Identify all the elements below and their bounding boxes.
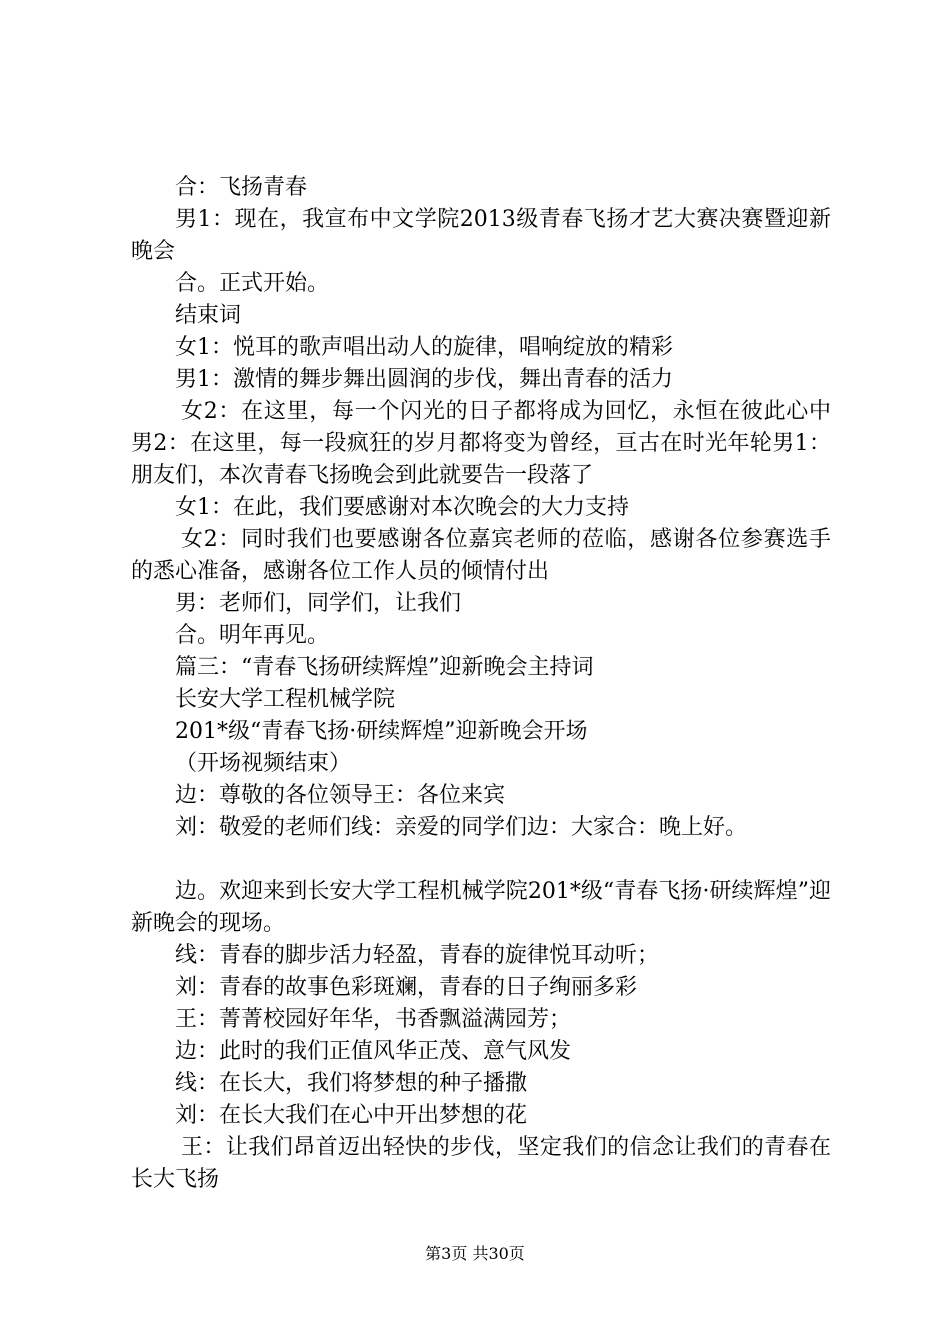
paragraph: （开场视频结束） xyxy=(175,751,352,776)
paragraph: 女1：在此，我们要感谢对本次晚会的大力支持 xyxy=(175,495,629,520)
paragraph: 篇三：“青春飞扬研续辉煌”迎新晚会主持词 xyxy=(175,655,594,680)
paragraph: 合：飞扬青春 xyxy=(175,175,308,200)
paragraph: 线：在长大，我们将梦想的种子播撒 xyxy=(175,1071,528,1096)
paragraph: 女2：同时我们也要感谢各位嘉宾老师的莅临，感谢各位参赛选手的悉心准备，感谢各位工作人员的倾情付出 xyxy=(131,527,831,584)
paragraph: 边：此时的我们正值风华正茂、意气风发 xyxy=(175,1039,572,1064)
paragraph: 合。正式开始。 xyxy=(175,271,330,296)
paragraph: 线：青春的脚步活力轻盈，青春的旋律悦耳动听； xyxy=(175,943,660,968)
paragraph: 刘：青春的故事色彩斑斓，青春的日子绚丽多彩 xyxy=(175,975,638,1000)
paragraph: 边。欢迎来到长安大学工程机械学院201*级“青春飞扬·研续辉煌”迎新晚会的现场。 xyxy=(131,879,831,936)
paragraph: 长安大学工程机械学院 xyxy=(175,687,396,712)
paragraph: 女2：在这里，每一个闪光的日子都将成为回忆，永恒在彼此心中男2：在这里，每一段疯狂的岁月都将变为曾经，亘古在时光年轮男1：朋友们，本次青春飞扬晚会到此就要告一段落了 xyxy=(131,399,831,488)
page-footer: 第3页 共30页 xyxy=(425,1244,525,1263)
paragraph: 王：菁菁校园好年华，书香飘溢满园芳； xyxy=(175,1007,572,1032)
paragraph: 边：尊敬的各位领导王：各位来宾 xyxy=(175,783,506,808)
paragraph: 刘：在长大我们在心中开出梦想的花 xyxy=(175,1103,528,1128)
paragraph: 合。明年再见。 xyxy=(175,623,330,648)
paragraph: 结束词 xyxy=(175,303,242,328)
paragraph: 王：让我们昂首迈出轻快的步伐，坚定我们的信念让我们的青春在长大飞扬 xyxy=(131,1135,831,1192)
paragraph: 男：老师们，同学们，让我们 xyxy=(175,591,462,616)
paragraph: 男1：激情的舞步舞出圆润的步伐，舞出青春的活力 xyxy=(175,367,673,392)
paragraph: 201*级“青春飞扬·研续辉煌”迎新晚会开场 xyxy=(175,719,588,744)
paragraph: 刘：敬爱的老师们线：亲爱的同学们边：大家合：晚上好。 xyxy=(175,815,748,840)
paragraph: 男1：现在，我宣布中文学院2013级青春飞扬才艺大赛决赛暨迎新晚会 xyxy=(131,207,831,264)
document-body xyxy=(131,172,831,1196)
paragraph: 女1：悦耳的歌声唱出动人的旋律，唱响绽放的精彩 xyxy=(175,335,673,360)
paragraph-gap xyxy=(131,844,831,876)
